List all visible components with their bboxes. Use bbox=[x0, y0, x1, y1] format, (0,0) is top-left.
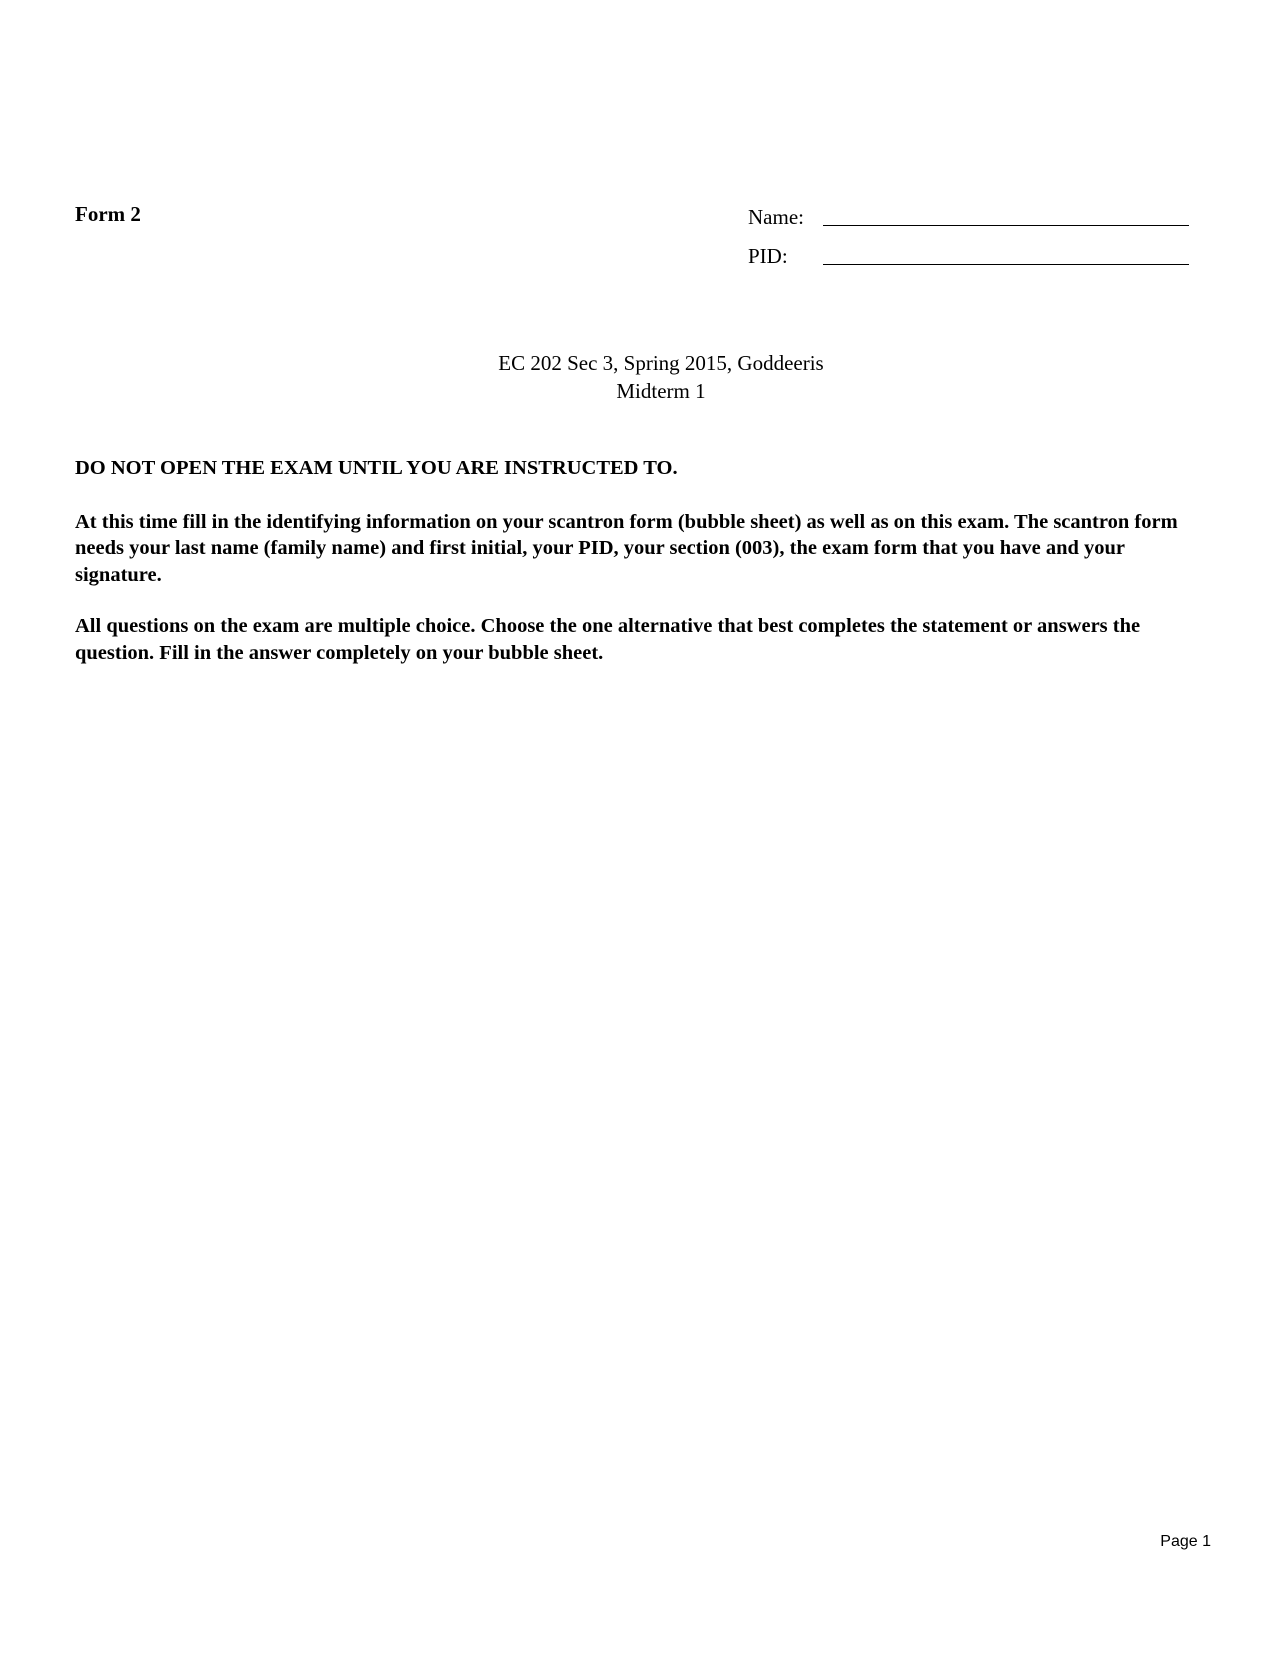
pid-blank-line bbox=[823, 264, 1189, 265]
exam-name: Midterm 1 bbox=[616, 379, 706, 403]
multiple-choice-instructions: All questions on the exam are multiple choice. Choose the one alternative that best completes the statement or answers the question. Fill in the answer completely on your bubble sheet. bbox=[75, 615, 1141, 664]
warning-text: DO NOT OPEN THE EXAM UNTIL YOU ARE INSTRUCTED TO. bbox=[75, 457, 678, 479]
name-blank-line bbox=[823, 225, 1189, 226]
course-line: EC 202 Sec 3, Spring 2015, Goddeeris bbox=[498, 351, 824, 375]
pid-field bbox=[748, 246, 1189, 267]
pid-label: PID: bbox=[748, 244, 788, 268]
instructions bbox=[75, 455, 1185, 691]
form-label: Form 2 bbox=[75, 202, 141, 226]
name-label: Name: bbox=[748, 205, 804, 229]
scantron-instructions: At this time fill in the identifying information on your scantron form (bubble sheet) as well as on this exam. The scantron form needs your last name (family name) and first initial, your PID, your section (003), the exam form that you have and your signature. bbox=[75, 510, 1178, 586]
exam-title-block bbox=[0, 349, 1280, 405]
name-field bbox=[748, 207, 1189, 228]
page-number: Page 1 bbox=[1160, 1533, 1211, 1550]
